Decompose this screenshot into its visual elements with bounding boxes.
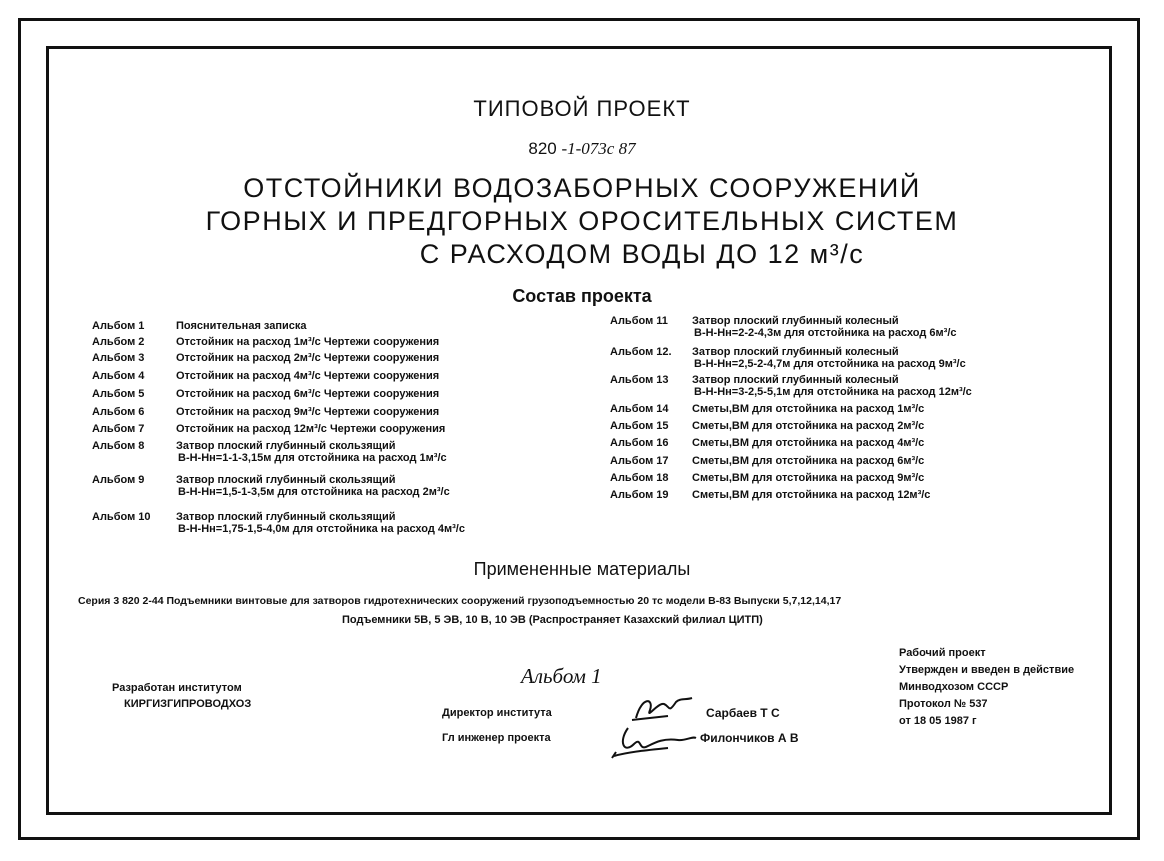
- album-number: Альбом 15: [610, 420, 669, 432]
- album-description: Затвор плоский глубинный скользящий: [176, 511, 396, 523]
- chief-engineer-label: Гл инженер проекта: [442, 732, 551, 744]
- album-number: Альбом 14: [610, 403, 669, 415]
- album-description: Пояснительная записка: [176, 320, 307, 332]
- chief-signature: [608, 722, 698, 762]
- album-number: Альбом 11: [610, 315, 668, 327]
- director-name: Сарбаев Т С: [706, 706, 780, 720]
- materials-line-1: Серия 3 820 2-44 Подъемники винтовые для затворов гидротехнических сооружений грузоподъемностью 20 тс модели В-83 Выпуски 5,7,12,14,17: [78, 595, 842, 607]
- album-description: Затвор плоский глубинный колесный: [692, 315, 899, 327]
- album-number: Альбом 16: [610, 437, 669, 449]
- album-number: Альбом 18: [610, 472, 669, 484]
- developer-label: Разработан институтом: [112, 682, 242, 694]
- album-number: Альбом 1: [92, 320, 145, 332]
- doc-type-label: ТИПОВОЙ ПРОЕКТ: [473, 96, 691, 121]
- album-description: Сметы,ВМ для отстойника на расход 1м³/с: [692, 403, 925, 415]
- album-description: В-Н-Нн=1,5-1-3,5м для отстойника на расход 2м³/с: [178, 486, 450, 498]
- developer-name: КИРГИЗГИПРОВОДХОЗ: [124, 698, 252, 710]
- album-number: Альбом 2: [92, 336, 145, 348]
- album-description: В-Н-Нн=1-1-3,15м для отстойника на расход 1м³/с: [178, 452, 447, 464]
- album-description: Отстойник на расход 9м³/с Чертежи сооружения: [176, 406, 440, 418]
- album-description: Сметы,ВМ для отстойника на расход 6м³/с: [692, 455, 925, 467]
- album-number: Альбом 9: [92, 474, 145, 486]
- album-description: Отстойник на расход 2м³/с Чертежи сооружения: [176, 352, 440, 364]
- album-number: Альбом 12.: [610, 346, 672, 358]
- album-description: В-Н-Нн=3-2,5-5,1м для отстойника на расход 12м³/с: [694, 386, 972, 398]
- album-number: Альбом 7: [92, 423, 145, 435]
- album-description: Отстойник на расход 12м³/с Чертежи сооружения: [176, 423, 446, 435]
- album-description: Отстойник на расход 6м³/с Чертежи сооружения: [176, 388, 440, 400]
- album-description: Затвор плоский глубинный скользящий: [176, 474, 396, 486]
- album-number: Альбом 5: [92, 388, 145, 400]
- approval-line-3: Минводхозом СССР: [899, 681, 1009, 693]
- album-number: Альбом 10: [92, 511, 151, 523]
- project-code-suffix: -1-073с 87: [561, 139, 636, 158]
- album-label: Альбом 1: [521, 664, 602, 688]
- album-number: Альбом 4: [92, 370, 145, 382]
- album-number: Альбом 17: [610, 455, 669, 467]
- materials-line-2: Подъемники 5В, 5 ЭВ, 10 В, 10 ЭВ (Распространяет Казахский филиал ЦИТП): [342, 614, 763, 626]
- approval-line-2: Утвержден и введен в действие: [899, 664, 1075, 676]
- director-label: Директор института: [442, 707, 552, 719]
- approval-line-1: Рабочий проект: [899, 647, 986, 659]
- album-description: Сметы,ВМ для отстойника на расход 12м³/с: [692, 489, 931, 501]
- project-code: [0, 139, 1164, 159]
- album-description: Затвор плоский глубинный колесный: [692, 346, 899, 358]
- composition-heading: Состав проекта: [512, 286, 652, 306]
- album-description: Отстойник на расход 4м³/с Чертежи сооружения: [176, 370, 440, 382]
- album-number: Альбом 8: [92, 440, 145, 452]
- chief-engineer-name: Филончиков А В: [700, 731, 799, 745]
- album-description: Сметы,ВМ для отстойника на расход 2м³/с: [692, 420, 925, 432]
- album-description: Отстойник на расход 1м³/с Чертежи сооружения: [176, 336, 440, 348]
- album-number: Альбом 13: [610, 374, 669, 386]
- director-signature: [628, 690, 698, 726]
- title-line-3: С РАСХОДОМ ВОДЫ ДО 12 м³/с: [419, 239, 865, 269]
- album-description: Затвор плоский глубинный скользящий: [176, 440, 396, 452]
- project-code-prefix: 820: [528, 139, 557, 158]
- album-description: Сметы,ВМ для отстойника на расход 4м³/с: [692, 437, 925, 449]
- title-line-1: ОТСТОЙНИКИ ВОДОЗАБОРНЫХ СООРУЖЕНИЙ: [243, 173, 921, 203]
- materials-heading: Примененные материалы: [473, 559, 691, 579]
- album-number: Альбом 3: [92, 352, 145, 364]
- album-number: Альбом 19: [610, 489, 669, 501]
- album-description: Сметы,ВМ для отстойника на расход 9м³/с: [692, 472, 925, 484]
- approval-line-4: Протокол № 537: [899, 698, 988, 710]
- album-description: В-Н-Нн=2,5-2-4,7м для отстойника на расход 9м³/с: [694, 358, 966, 370]
- album-description: В-Н-Нн=1,75-1,5-4,0м для отстойника на расход 4м³/с: [178, 523, 465, 535]
- approval-line-5: от 18 05 1987 г: [899, 715, 977, 727]
- title-line-2: ГОРНЫХ И ПРЕДГОРНЫХ ОРОСИТЕЛЬНЫХ СИСТЕМ: [205, 206, 959, 236]
- album-description: Затвор плоский глубинный колесный: [692, 374, 899, 386]
- album-number: Альбом 6: [92, 406, 145, 418]
- album-description: В-Н-Нн=2-2-4,3м для отстойника на расход 6м³/с: [694, 327, 957, 339]
